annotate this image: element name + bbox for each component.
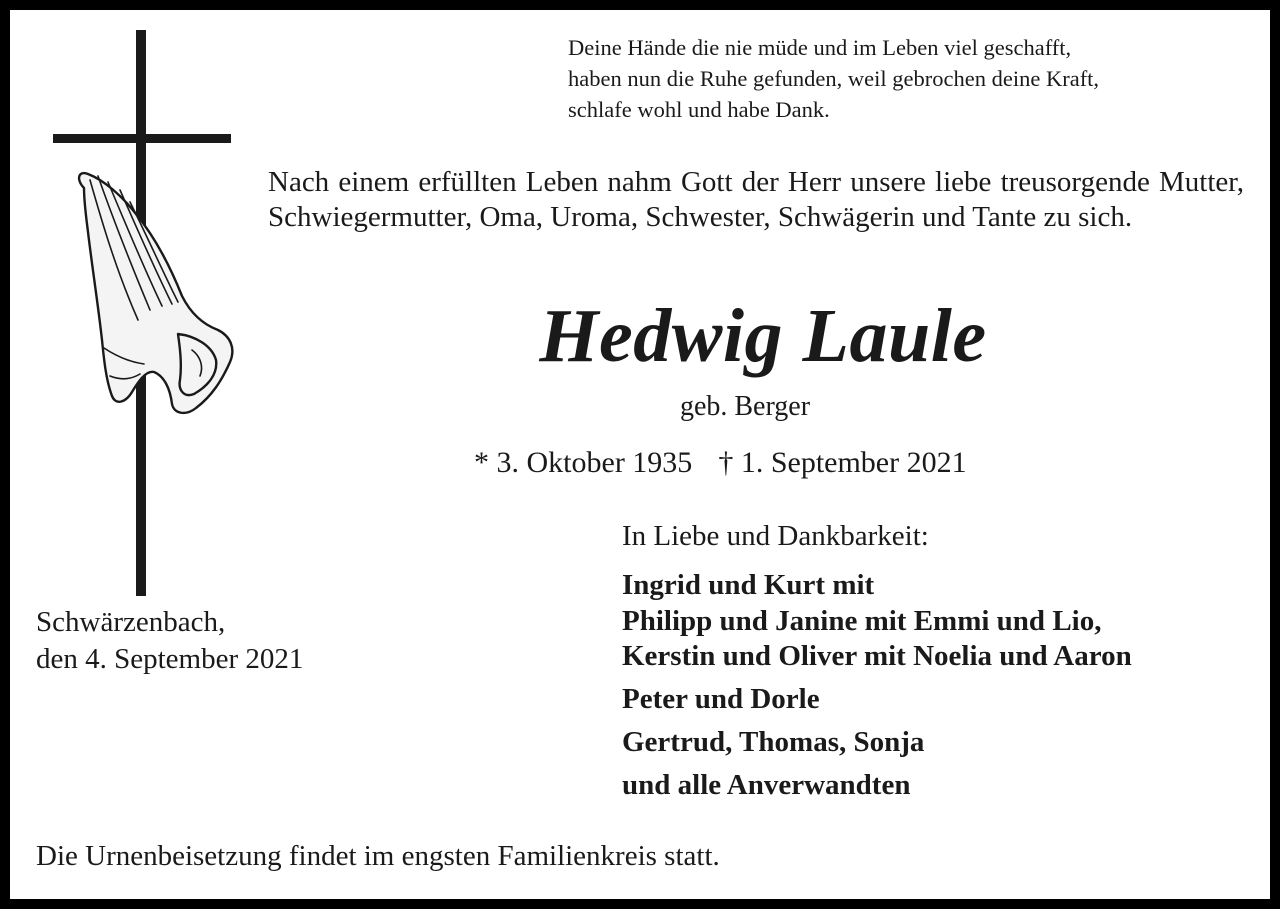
poem-line: haben nun die Ruhe gefunden, weil gebrochen deine Kraft, xyxy=(568,66,1100,91)
life-dates xyxy=(474,444,967,482)
deceased-name: Hedwig Laule xyxy=(539,294,987,378)
place-name: Schwärzenbach, xyxy=(36,606,226,638)
death-date: † 1. September 2021 xyxy=(718,446,967,479)
notice-date: den 4. September 2021 xyxy=(36,643,304,675)
poem xyxy=(568,32,1258,125)
family-line: Peter und Dorle xyxy=(622,683,820,715)
family-line: und alle Anverwandten xyxy=(622,769,911,801)
birth-date: * 3. Oktober 1935 xyxy=(474,446,693,479)
poem-line: schlafe wohl und habe Dank. xyxy=(568,97,830,122)
family-line: Gertrud, Thomas, Sonja xyxy=(622,726,925,758)
family-line: Philipp und Janine mit Emmi und Lio, xyxy=(622,605,1102,637)
family-line: Ingrid und Kurt mit xyxy=(622,569,875,601)
place-date xyxy=(36,604,303,678)
maiden-name: geb. Berger xyxy=(679,391,811,422)
obituary-notice xyxy=(10,10,1270,899)
poem-line: Deine Hände die nie müde und im Leben viel geschafft, xyxy=(568,35,1072,60)
family-line: Kerstin und Oliver mit Noelia und Aaron xyxy=(622,640,1132,672)
intro-text: Nach einem erfüllten Leben nahm Gott der Herr unsere liebe treusorgende Mutter, Schwiegermutter, Oma, Uroma, Schwester, Schwägerin und Tante zu sich. xyxy=(268,166,1244,233)
burial-note: Die Urnenbeisetzung findet im engsten Familienkreis statt. xyxy=(36,840,720,872)
love-line: In Liebe und Dankbarkeit: xyxy=(622,520,929,552)
